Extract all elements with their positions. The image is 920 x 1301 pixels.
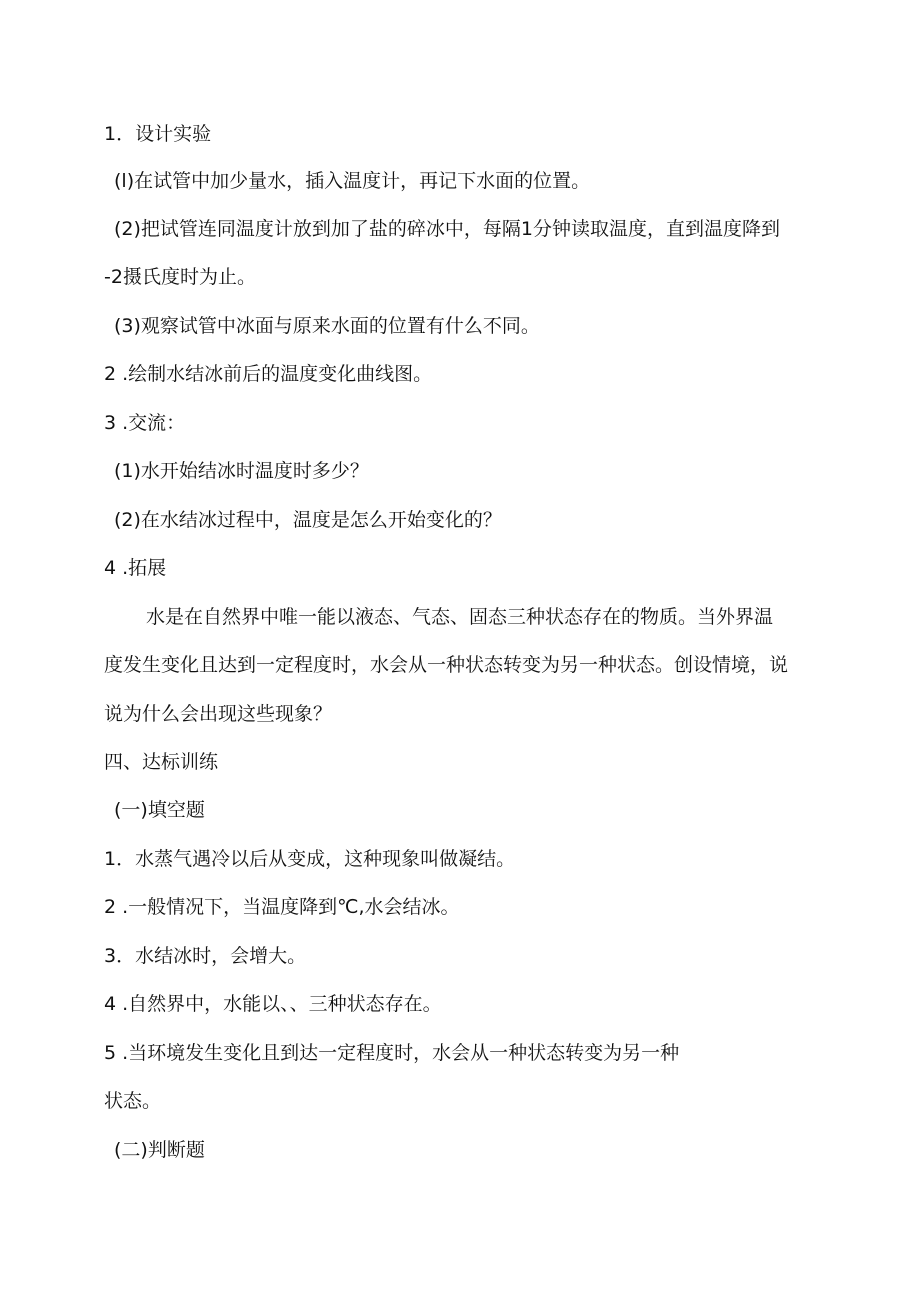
fill-blank-3: 3．水结冰时，会增大。 (104, 945, 307, 967)
step-3-text: (3)观察试管中冰面与原来水面的位置有什么不同。 (114, 315, 540, 337)
section-training: 四、达标训练 (104, 751, 219, 773)
fill-blank-5: 5 .当环境发生变化且到达一定程度时，水会从一种状态转变为另一种 (104, 1042, 680, 1064)
fill-blank-1: 1．水蒸气遇冷以后从变成，这种现象叫做凝结。 (104, 848, 516, 870)
question-1: (1)水开始结冰时温度时多少？ (114, 460, 369, 482)
section-draw-curve: 2 .绘制水结冰前后的温度变化曲线图。 (104, 363, 433, 385)
section-extension: 4 .拓展 (104, 557, 167, 579)
fill-blank-4: 4 .自然界中，水能以、、三种状态存在。 (104, 993, 442, 1015)
extension-paragraph-line-3: 说为什么会出现这些现象？ (104, 703, 333, 725)
question-2: (2)在水结冰过程中，温度是怎么开始变化的？ (114, 509, 502, 531)
fill-blank-2: 2 .一般情况下，当温度降到℃,水会结冰。 (104, 896, 460, 918)
step-1-text: (l)在试管中加少量水，插入温度计，再记下水面的位置。 (114, 170, 591, 192)
step-2-text: (2)把试管连同温度计放到加了盐的碎冰中，每隔1分钟读取温度，直到温度降到 (114, 218, 781, 240)
section-discussion: 3 .交流： (104, 412, 186, 434)
subsection-true-false: (二)判断题 (114, 1139, 205, 1161)
extension-paragraph-line-2: 度发生变化且达到一定程度时，水会从一种状态转变为另一种状态。创设情境，说 (104, 654, 789, 676)
extension-paragraph-line-1: 水是在自然界中唯一能以液态、气态、固态三种状态存在的物质。当外界温 (146, 606, 774, 628)
fill-blank-5-continued: 状态。 (104, 1090, 162, 1112)
section-design-experiment: 1．设计实验 (104, 123, 212, 145)
subsection-fill-blank: (一)填空题 (114, 799, 205, 821)
step-2-continued: -2摄氏度时为止。 (104, 266, 256, 288)
